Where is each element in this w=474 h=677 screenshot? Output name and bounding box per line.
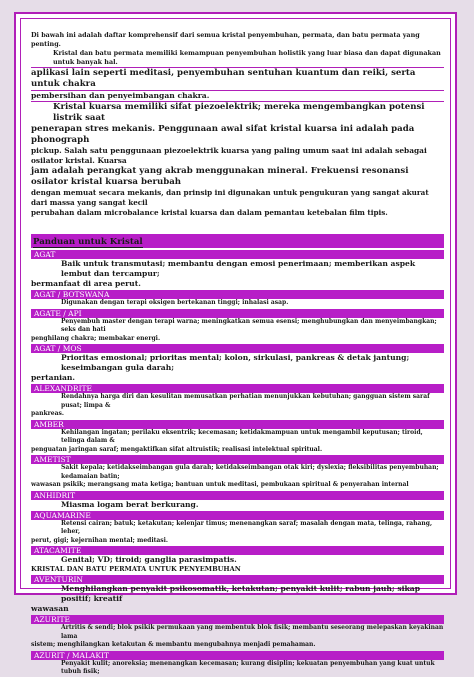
stone-description — [31, 429, 444, 455]
stone-header: AGAT — [31, 250, 444, 259]
stone-description — [31, 500, 444, 510]
stone-header: AGAT / BOTSWANA — [31, 290, 444, 299]
intro-line: Kristal kuarsa memiliki sifat piezoelektrik; mereka mengembangkan potensi listrik saat — [53, 102, 425, 123]
stone-description-line: penghilang chakra; membakar energi. — [31, 334, 161, 342]
stone-description — [31, 520, 444, 546]
stone-header: AMBER — [31, 420, 444, 429]
stone-description — [31, 259, 444, 289]
stone-description — [31, 464, 444, 490]
stone-description-line: Penyembuh master dengan terapi warna; meningkatkan semua esensi; menghubungkan dan menyeimbangkan; seks dan hati — [61, 317, 437, 333]
stone-description-line: Retensi cairan; batuk; ketakutan; kelenjar timus; menenangkan saraf; masalah dengan mata, telinga, rahang, leher, — [61, 519, 433, 535]
intro-line: Kristal dan batu permata memiliki kemampuan penyembuhan holistik yang luar biasa dan dapat digunakan untuk banyak hal. — [31, 49, 444, 68]
stone-description-line: Kehilangan ingatan; perilaku eksentrik; kecemasan; ketidakmampuan untuk mengambil keputusan; tiroid, telinga dalam & — [61, 428, 423, 444]
page-outer-frame — [14, 12, 457, 675]
guide-title-text: Panduan untuk Kristal — [33, 237, 143, 247]
stone-header: AVENTURIN — [31, 575, 444, 584]
stone-description-line: Artritis & sendi; blok psikik permukaan yang membentuk blok fisik; membantu seseorang melepaskan keyakinan lama — [61, 624, 444, 640]
stone-header: ANHIDRIT — [31, 491, 444, 500]
stone-description-line: pankreas. — [31, 410, 64, 417]
intro-line: aplikasi lain seperti meditasi, penyembuhan sentuhan kuantum dan reiki, serta untuk chakra — [31, 68, 444, 91]
stone-description — [31, 299, 444, 308]
stone-description — [31, 660, 444, 677]
spacer — [31, 218, 444, 234]
stone-description-line: Penyakit kulit; anoreksia; menenangkan kecemasan; kurang disiplin; kekuatan penyembuhan yang kuat untuk tubuh fisik; — [61, 659, 435, 675]
stone-description — [31, 624, 444, 650]
stone-header: AGAT / MOS — [31, 344, 444, 353]
stone-description-line: sistem; menghilangkan ketakutan & membantu mengubahnya menjadi pemahaman. — [31, 641, 316, 648]
stone-description-line: Baik untuk transmutasi; membantu dengan emosi penerimaan; memberikan aspek lembut dan tercampur; — [61, 259, 416, 278]
intro-line: pembersihan dan penyeimbangan chakra. — [31, 91, 444, 102]
stone-description-line: Rendahnya harga diri dan kesulitan memusatkan perhatian menunjukkan kebutuhan; gangguan sistem saraf pusat; limpa & — [61, 393, 430, 409]
page-inner-frame — [20, 18, 451, 675]
intro-section — [31, 31, 444, 218]
stone-description — [31, 353, 444, 383]
stone-description-line: penguatan jaringan saraf; mengaktifkan sifat altruistik; realisasi intelektual spiritual. — [31, 445, 323, 453]
stone-description — [31, 584, 444, 614]
guide-title — [31, 234, 444, 248]
stone-description-line: Sakit kepala; ketidakseimbangan gula darah; ketidakseimbangan otak kiri; dyslexia; fleksibilitas penyembuhan; kedamaian batin; — [61, 464, 439, 480]
intro-line: jam adalah perangkat yang akrab menggunakan mineral. Frekuensi resonansi osilator kristal kuarsa berubah — [31, 166, 409, 187]
stone-header: AZURITE — [31, 615, 444, 624]
stone-header: AGATE / API — [31, 309, 444, 318]
stone-description — [31, 318, 444, 344]
stone-description-line: pertanian. — [31, 373, 76, 382]
stone-list — [31, 250, 444, 677]
stone-description-line: Prioritas emosional; prioritas mental; kolon, sirkulasi, pankreas & detak jantung; keseimbangan gula darah; — [61, 353, 410, 372]
intro-line: penerapan stres mekanis. Penggunaan awal sifat kristal kuarsa ini adalah pada phonograph — [31, 124, 415, 145]
intro-line: pickup. Salah satu penggunaan piezoelektrik kuarsa yang paling umum saat ini adalah sebagai osilator kristal. Kuarsa — [31, 146, 427, 165]
stone-description-line: wawasan psikik; merangsang mata ketiga; bantuan untuk meditasi, pembukaan spiritual & penyerahan internal — [31, 481, 409, 488]
stone-header: AQUAMARINE — [31, 511, 444, 520]
stone-description-line: bermanfaat di area perut. — [31, 279, 141, 288]
stone-description — [31, 393, 444, 419]
intro-line: Di bawah ini adalah daftar komprehensif dari semua kristal penyembuhan, permata, dan batu permata yang penting. — [31, 31, 420, 48]
stone-header: ATACAMITE — [31, 546, 444, 555]
stone-description-line: perut, gigi; kejernihan mental; meditasi. — [31, 536, 169, 544]
section-caption: KRISTAL DAN BATU PERMATA UNTUK PENYEMBUHAN — [31, 565, 241, 573]
stone-description-line: Digunakan dengan terapi oksigen bertekanan tinggi; inhalasi asap. — [61, 299, 289, 306]
stone-description-line: Genital; VD; tiroid; ganglia parasimpatis. — [61, 555, 237, 564]
intro-line: perubahan dalam microbalance kristal kuarsa dan dalam pemantau ketebalan film tipis. — [31, 208, 388, 217]
intro-line: dengan memuat secara mekanis, dan prinsip ini digunakan untuk pengukuran yang sangat akurat dari massa yang sangat kecil — [31, 188, 429, 207]
stone-description-line: Miasma logam berat berkurang. — [61, 499, 199, 509]
stone-description — [31, 555, 444, 565]
stone-header: AMETIST — [31, 455, 444, 464]
stone-description-line: wawasan — [31, 604, 69, 613]
stone-header: ALEXANDRITE — [31, 384, 444, 393]
stone-header: AZURIT / MALAKIT — [31, 651, 444, 660]
stone-description-line: Menghilangkan penyakit psikosomatik, ketakutan; penyakit kulit; rabun jauh; sikap positif; kreatif — [61, 584, 421, 603]
